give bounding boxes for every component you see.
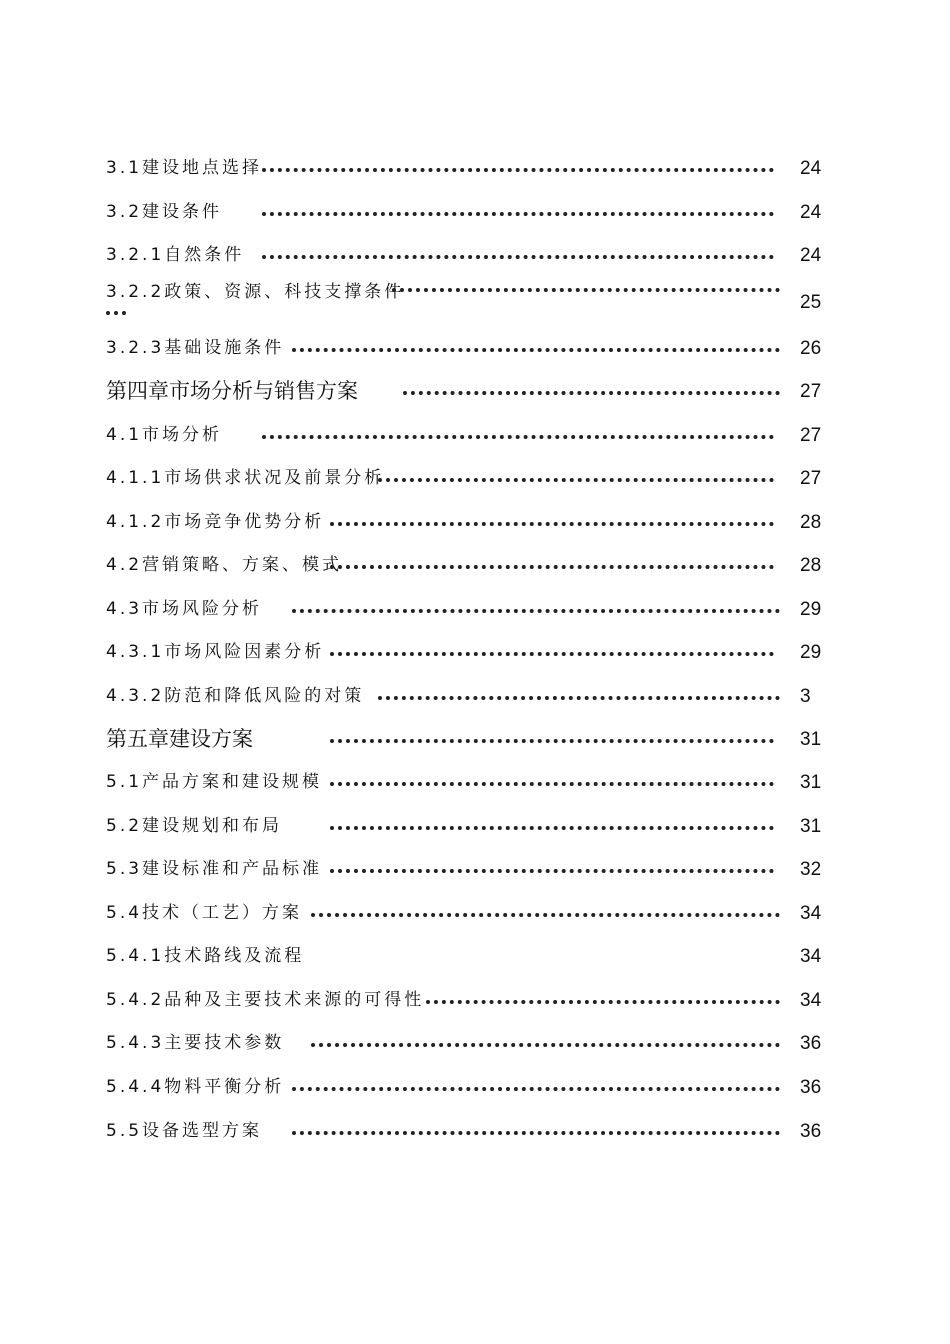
toc-entry-title: 3.1建设地点选择: [106, 158, 263, 178]
toc-entry: [0, 593, 950, 627]
toc-page-number: 24: [800, 202, 822, 223]
toc-page-number: 27: [800, 381, 822, 402]
toc-page-number: 29: [800, 599, 822, 620]
toc-page-number: 24: [800, 158, 822, 179]
toc-leader-dots: [330, 782, 774, 786]
toc-entry-title: 5.3建设标准和产品标准: [106, 859, 323, 879]
toc-chapter-title: 第五章建设方案: [106, 727, 253, 751]
toc-entry: [0, 549, 950, 583]
toc-page-number: 31: [800, 772, 822, 793]
toc-leader-dots: [403, 391, 780, 395]
toc-entry: [0, 636, 950, 670]
toc-leader-dots: [311, 1043, 780, 1047]
toc-page-number: 31: [800, 816, 822, 837]
toc-page-number: 34: [800, 946, 822, 967]
toc-entry: [0, 810, 950, 844]
toc-leader-dots: [262, 435, 774, 439]
toc-entry: [0, 280, 950, 328]
toc-leader-dots: [330, 739, 774, 743]
toc-leader-dots: [378, 478, 774, 482]
toc-page-number: 26: [800, 338, 822, 359]
toc-entry-title: 5.4.2品种及主要技术来源的可得性: [106, 990, 425, 1010]
toc-page-number: 29: [800, 642, 822, 663]
toc-entry-title: 4.1.2市场竞争优势分析: [106, 512, 325, 532]
toc-entry: [0, 940, 950, 974]
toc-leader-dots: [330, 869, 774, 873]
toc-entry-title: 4.3.2防范和降低风险的对策: [106, 686, 365, 706]
toc-entry-title: 3.2.1自然条件: [106, 245, 245, 265]
toc-page-number: 25: [800, 292, 822, 313]
toc-leader-dots: [330, 522, 774, 526]
toc-leader-dots: [262, 212, 774, 216]
toc-entry-title: 5.2建设规划和布局: [106, 816, 283, 836]
toc-entry-title: 3.2建设条件: [106, 202, 223, 222]
toc-entry-title: 4.2营销策略、方案、模式: [106, 555, 343, 575]
toc-page-number: 34: [800, 990, 822, 1011]
toc-entry: [0, 152, 950, 186]
toc-page-number: 3: [800, 686, 811, 707]
toc-leader-dots-wrap: [106, 311, 126, 315]
toc-entry-title: 5.4.3主要技术参数: [106, 1033, 285, 1053]
toc-entry-title: 4.3.1市场风险因素分析: [106, 642, 325, 662]
toc-entry: [0, 1027, 950, 1061]
toc-entry: [0, 766, 950, 800]
toc-page-number: 32: [800, 859, 822, 880]
toc-page-number: 24: [800, 245, 822, 266]
toc-leader-dots: [330, 565, 774, 569]
toc-leader-dots: [292, 348, 780, 352]
toc-page-number: 36: [800, 1121, 822, 1142]
toc-entry-title: 3.2.3基础设施条件: [106, 338, 285, 358]
toc-leader-dots: [292, 1131, 780, 1135]
toc-chapter-entry: [0, 723, 950, 757]
toc-page-number: 28: [800, 512, 822, 533]
toc-entry: [0, 239, 950, 273]
toc-leader-dots: [311, 913, 780, 917]
toc-entry-title: 4.1市场分析: [106, 425, 223, 445]
toc-entry: [0, 1115, 950, 1149]
toc-entry: [0, 853, 950, 887]
toc-entry-title: 5.1产品方案和建设规模: [106, 772, 323, 792]
toc-entry-title: 3.2.2政策、资源、科技支撑条件: [106, 282, 405, 302]
toc-leader-dots: [292, 1087, 780, 1091]
toc-entry: [0, 1071, 950, 1105]
toc-entry: [0, 680, 950, 714]
toc-leader-dots: [330, 652, 774, 656]
toc-page-number: 34: [800, 903, 822, 924]
toc-leader-dots: [330, 826, 774, 830]
toc-entry-title: 5.4.1技术路线及流程: [106, 946, 305, 966]
toc-entry-title: 4.1.1市场供求状况及前景分析: [106, 468, 385, 488]
toc-entry-title: 4.3市场风险分析: [106, 599, 263, 619]
toc-page-number: 27: [800, 425, 822, 446]
toc-leader-dots: [262, 255, 774, 259]
toc-chapter-entry: [0, 375, 950, 409]
toc-entry: [0, 897, 950, 931]
toc-page-number: 27: [800, 468, 822, 489]
toc-entry-title: 5.4.4物料平衡分析: [106, 1077, 285, 1097]
toc-leader-dots: [392, 288, 780, 292]
toc-entry: [0, 506, 950, 540]
toc-leader-dots: [262, 168, 774, 172]
toc-entry: [0, 984, 950, 1018]
toc-entry: [0, 196, 950, 230]
toc-leader-dots: [378, 696, 780, 700]
toc-entry-title: 5.5设备选型方案: [106, 1121, 263, 1141]
toc-entry: [0, 332, 950, 366]
toc-page-number: 28: [800, 555, 822, 576]
toc-entry: [0, 462, 950, 496]
toc-entry: [0, 419, 950, 453]
toc-page-number: 31: [800, 729, 822, 750]
toc-chapter-title: 第四章市场分析与销售方案: [106, 379, 358, 403]
toc-page-number: 36: [800, 1033, 822, 1054]
toc-leader-dots: [426, 1000, 780, 1004]
toc-page-number: 36: [800, 1077, 822, 1098]
toc-entry-title: 5.4技术（工艺）方案: [106, 903, 303, 923]
toc-leader-dots: [292, 609, 780, 613]
